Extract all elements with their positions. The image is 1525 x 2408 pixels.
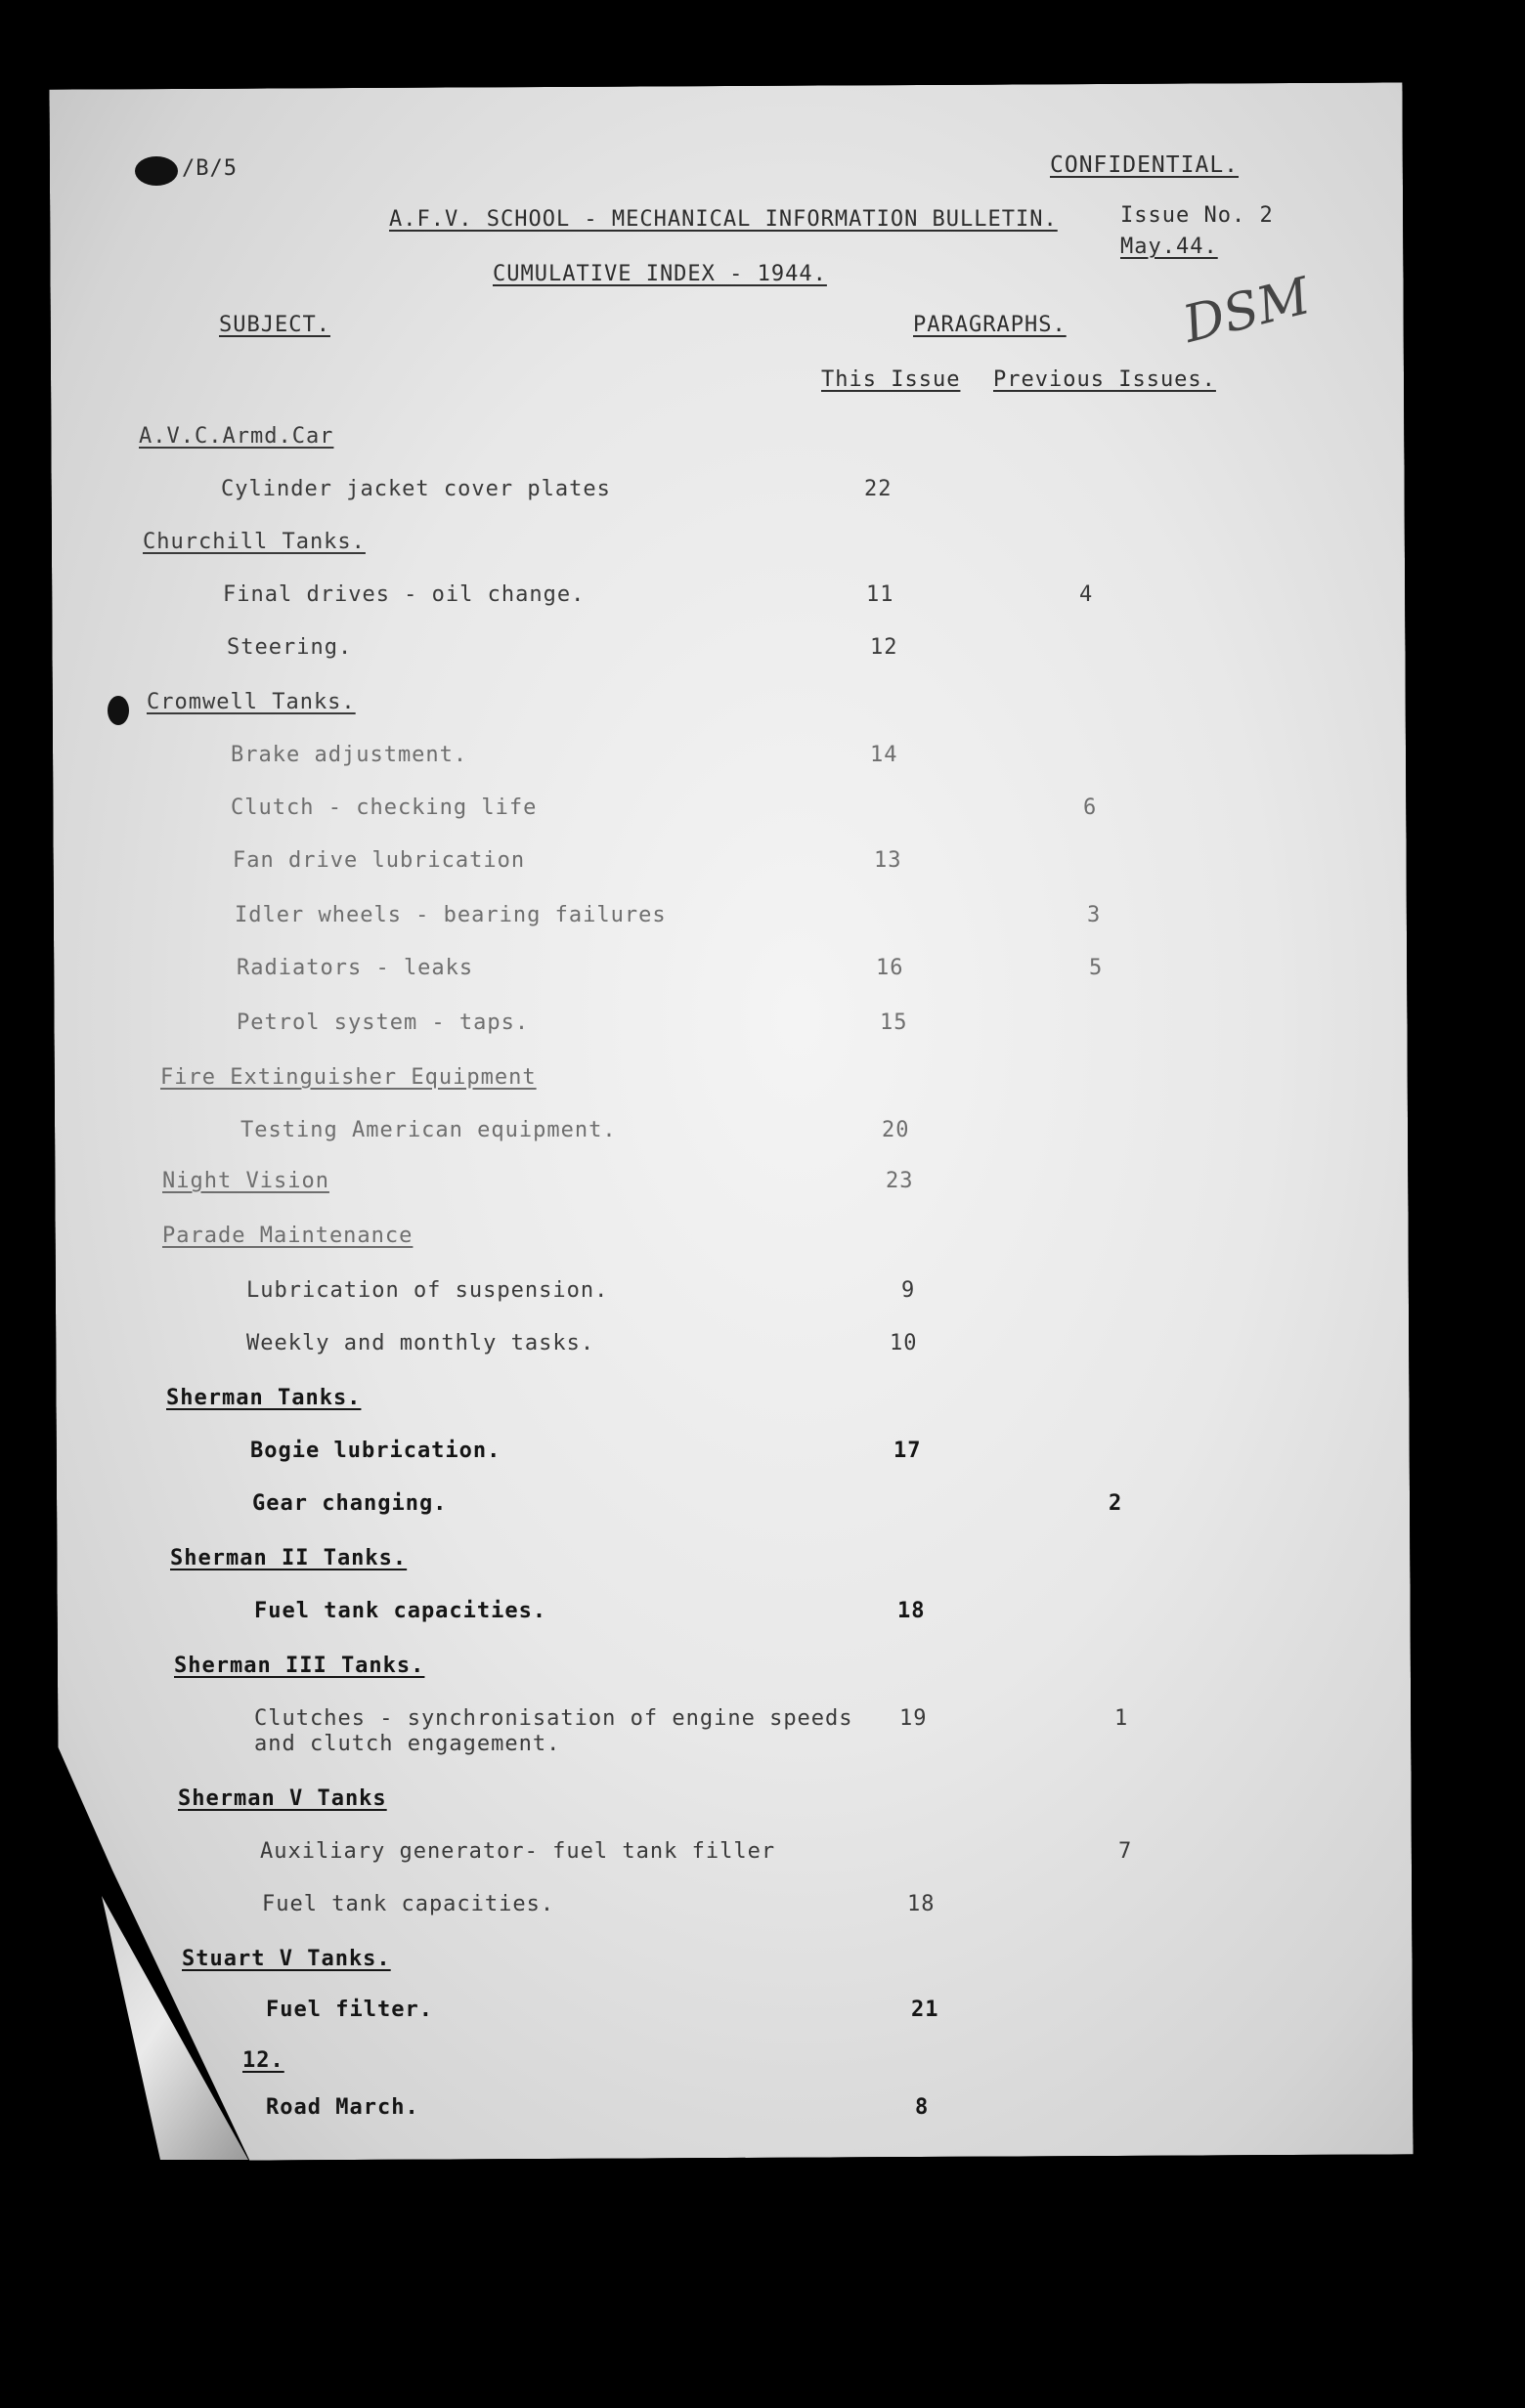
this-issue-paragraph: 10 [890,1331,918,1355]
section-heading: A.V.C.Armd.Car [139,424,334,449]
previous-issue-paragraph: 7 [1118,1839,1133,1864]
index-entry: Steering. [227,635,353,660]
section-heading: Night Vision [162,1169,329,1193]
index-entry: Gear changing. [252,1491,448,1516]
this-issue-paragraph: 14 [870,743,898,767]
this-issue-paragraph: 17 [893,1439,922,1463]
previous-issues-column-heading: Previous Issues. [993,367,1216,392]
this-issue-paragraph: 21 [911,1998,939,2022]
this-issue-paragraph: 11 [866,582,894,607]
this-issue-paragraph: 13 [874,848,902,873]
index-entry: Cylinder jacket cover plates [221,477,611,501]
index-entry: Lubrication of suspension. [246,1278,609,1303]
previous-issue-paragraph: 5 [1089,956,1104,980]
section-heading: Parade Maintenance [162,1224,414,1248]
this-issue-paragraph: 19 [899,1706,928,1731]
index-entry-continuation: and clutch engagement. [254,1732,561,1756]
issue-date: May.44. [1120,235,1218,259]
this-issue-column-heading: This Issue [821,367,961,392]
section-heading: Sherman III Tanks. [174,1654,425,1678]
index-entry: Petrol system - taps. [237,1010,530,1035]
previous-issue-paragraph: 2 [1109,1491,1123,1516]
section-heading: Cromwell Tanks. [147,690,356,714]
index-entry: Fuel filter. [266,1998,433,2022]
section-heading: Sherman II Tanks. [170,1546,408,1570]
this-issue-paragraph: 8 [915,2095,930,2120]
paragraphs-column-heading: PARAGRAPHS. [913,313,1067,337]
index-title: CUMULATIVE INDEX - 1944. [493,262,827,286]
section-heading: Stuart V Tanks. [182,1947,391,1971]
this-issue-paragraph: 20 [882,1118,910,1142]
previous-issue-paragraph: 4 [1079,582,1094,607]
previous-issue-paragraph: 3 [1087,903,1102,927]
this-issue-paragraph: 18 [897,1599,926,1623]
section-heading: Sherman Tanks. [166,1386,362,1410]
this-issue-paragraph: 9 [901,1278,916,1303]
index-entry: Idler wheels - bearing failures [235,903,667,927]
section-heading: Sherman V Tanks [178,1786,387,1811]
index-entry: Fuel tank capacities. [254,1599,547,1623]
bulletin-title: A.F.V. SCHOOL - MECHANICAL INFORMATION BULLETIN. [389,207,1058,232]
this-issue-paragraph: 23 [886,1169,914,1193]
this-issue-paragraph: 16 [876,956,904,980]
index-entry: Clutches - synchronisation of engine speeds [254,1706,853,1731]
index-entry: Auxiliary generator- fuel tank filler [260,1839,776,1864]
index-entry: Bogie lubrication. [250,1439,501,1463]
ink-blot [135,156,178,186]
index-entry: Clutch - checking life [231,796,538,820]
issue-number: Issue No. 2 [1120,203,1274,228]
index-entry: Testing American equipment. [240,1118,617,1142]
index-entry: Brake adjustment. [231,743,468,767]
this-issue-paragraph: 12 [870,635,898,660]
index-entry: Fuel tank capacities. [262,1892,555,1916]
section-heading: 12. [242,2048,284,2073]
previous-issue-paragraph: 1 [1114,1706,1129,1731]
ink-blot [108,696,129,725]
index-entry: Road March. [266,2095,419,2120]
index-entry: Weekly and monthly tasks. [246,1331,595,1355]
this-issue-paragraph: 22 [864,477,893,501]
previous-issue-paragraph: 6 [1083,796,1098,820]
index-entry: Final drives - oil change. [223,582,586,607]
index-entry: Radiators - leaks [237,956,474,980]
classification-label: CONFIDENTIAL. [1050,152,1240,178]
section-heading: Fire Extinguisher Equipment [160,1065,537,1090]
index-entry: Fan drive lubrication [233,848,526,873]
this-issue-paragraph: 15 [880,1010,908,1035]
reference-number: /B/5 [182,156,238,181]
handwritten-signature: DSM [1177,267,1316,355]
section-heading: Churchill Tanks. [143,530,366,554]
subject-column-heading: SUBJECT. [219,313,330,337]
this-issue-paragraph: 18 [907,1892,936,1916]
